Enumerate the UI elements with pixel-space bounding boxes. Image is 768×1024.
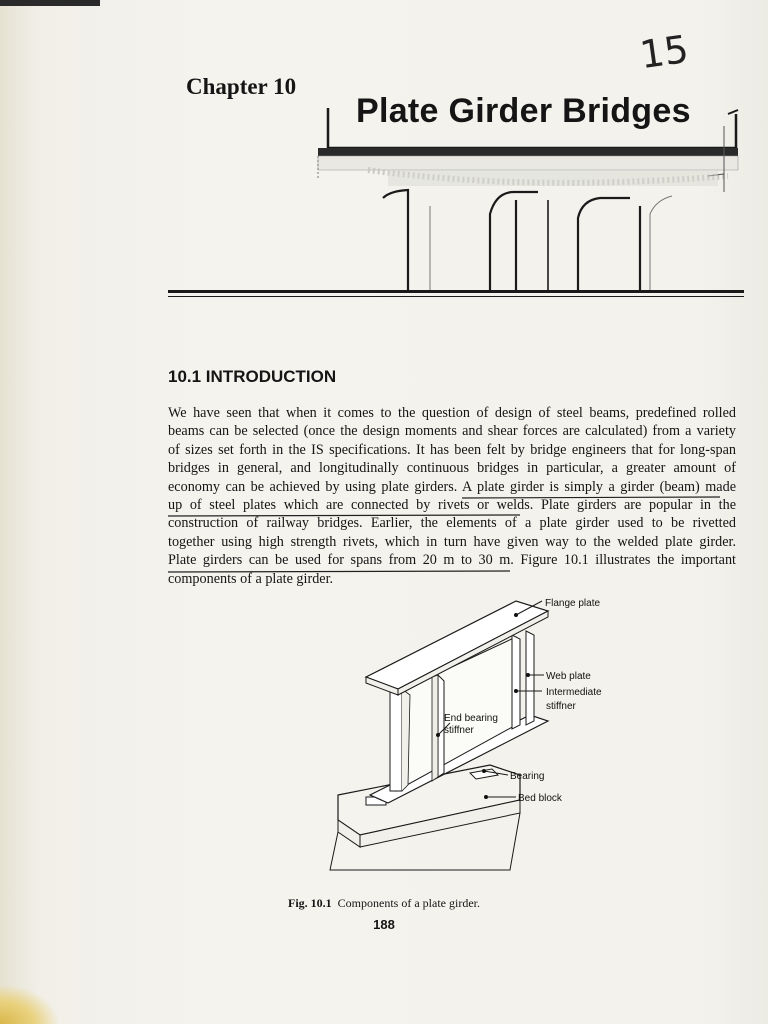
chapter-rule-thick — [168, 290, 744, 293]
label-intermediate-stiffener-2: stiffner — [546, 701, 576, 712]
chapter-title: Plate Girder Bridges — [356, 92, 691, 130]
figure-caption-text: Components of a plate girder. — [337, 896, 480, 910]
label-web-plate: Web plate — [546, 671, 591, 682]
chapter-rule-thin — [168, 296, 744, 297]
section-heading: 10.1 INTRODUCTION — [168, 367, 337, 386]
introduction-paragraph — [168, 404, 736, 588]
paragraph-line: Plate girders can be used for spans from 20 m to 30 m. Figure 10.1 illustrates the important — [168, 552, 736, 569]
end-stiffener-left — [390, 689, 402, 791]
paragraph-line: up of steel plates which are connected by rivets or welds. Plate girders are popular in the — [168, 497, 736, 514]
paragraph-line: construction of railway bridges. Earlier, the elements of a plate girder used to be rivetted — [168, 515, 736, 532]
label-end-bearing-stiffener-2: stiffner — [444, 725, 474, 736]
page-corner-shadow — [0, 0, 100, 6]
label-intermediate-stiffener: Intermediate — [546, 687, 602, 698]
label-flange-plate: Flange plate — [545, 598, 601, 609]
label-bed-block: Bed block — [518, 793, 562, 804]
figure-caption — [0, 896, 768, 911]
label-end-bearing-stiffener: End bearing — [444, 713, 498, 724]
figure-number: Fig. 10.1 — [288, 896, 332, 910]
page-number: 188 — [373, 917, 395, 932]
paragraph-line: components of a plate girder. — [168, 570, 334, 587]
handwritten-page-note: 15 — [637, 26, 692, 78]
paragraph-line: together using high strength rivets, which in turn have given way to the welded plate girder. — [168, 533, 736, 550]
page-corner-stain — [0, 984, 60, 1024]
plate-girder-diagram — [320, 585, 630, 885]
paragraph-line: beams can be selected (once the design moments and shear forces are calculated) from a variety — [168, 423, 736, 440]
paragraph-line: bridges in general, and longitudinally continuous bridges in particular, a greater amount of — [168, 460, 736, 477]
label-bearing: Bearing — [510, 771, 545, 782]
paragraph-line: We have seen that when it comes to the question of design of steel beams, predefined rolled — [168, 405, 736, 421]
chapter-label: Chapter 10 — [186, 74, 297, 99]
intermediate-stiffener — [512, 635, 520, 729]
paragraph-line: economy can be achieved by using plate girders. A plate girder is simply a girder (beam) made — [168, 478, 736, 495]
paragraph-line: of sizes set forth in the IS specifications. It has been felt by bridge engineers that for long-span — [168, 441, 736, 458]
